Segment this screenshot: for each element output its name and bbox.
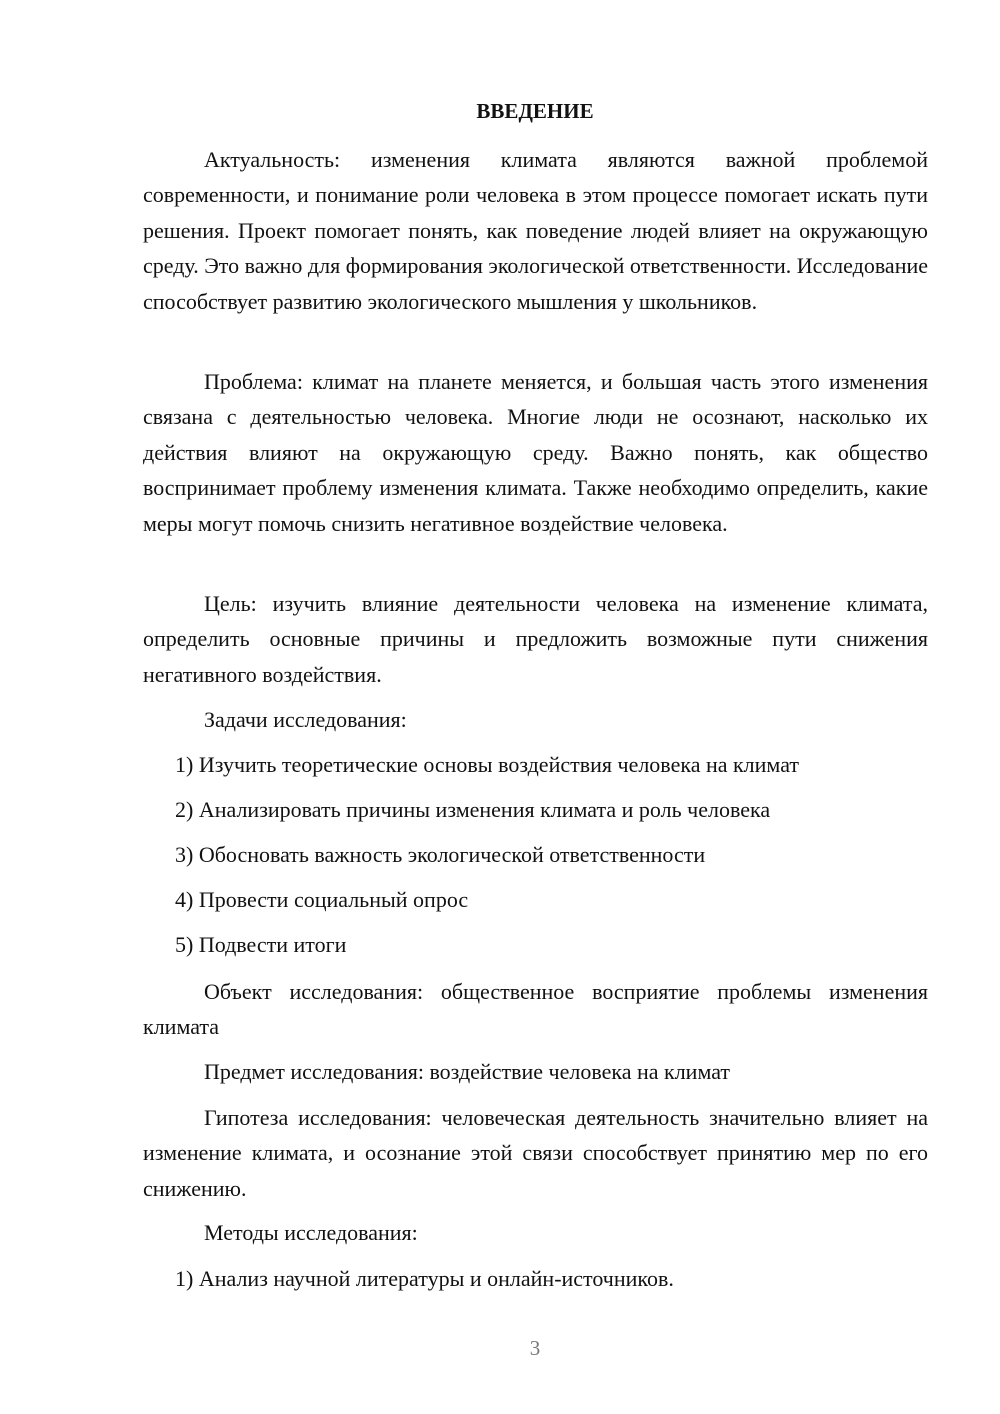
- tasks-title: Задачи исследования:: [204, 707, 407, 732]
- page-heading: ВВЕДЕНИЕ: [476, 99, 594, 123]
- task-item: 2) Анализировать причины изменения климата и роль человека: [175, 797, 771, 822]
- task-item: 1) Изучить теоретические основы воздействия человека на климат: [175, 752, 800, 777]
- task-item: 3) Обосновать важность экологической ответственности: [175, 842, 706, 867]
- methods-title: Методы исследования:: [204, 1220, 418, 1245]
- problem-paragraph: Проблема: климат на планете меняется, и большая часть этого изменения связана с деятельностью человека. Многие люди не осознают, насколько их действия влияют на окружающую среду. Важно понять, как общество воспринимает проблему изменения климата. Также необходимо определить, какие меры могут помочь снизить негативное воздействие человека.: [143, 369, 928, 536]
- goal-paragraph: Цель: изучить влияние деятельности человека на изменение климата, определить основные причины и предложить возможные пути снижения негативного воздействия.: [143, 591, 928, 687]
- relevance-paragraph: Актуальность: изменения климата являются важной проблемой современности, и понимание роли человека в этом процессе помогает искать пути решения. Проект помогает понять, как поведение людей влияет на окружающую среду. Это важно для формирования экологической ответственности. Исследование способствует развитию экологического мышления у школьников.: [143, 147, 928, 314]
- subject-paragraph: Предмет исследования: воздействие человека на климат: [204, 1059, 731, 1084]
- hypothesis-paragraph: Гипотеза исследования: человеческая деятельность значительно влияет на изменение климата, и осознание этой связи способствует принятию мер по его снижению.: [143, 1105, 928, 1201]
- page-number: 3: [529, 1336, 541, 1360]
- method-item: 1) Анализ научной литературы и онлайн-источников.: [175, 1266, 674, 1291]
- task-item: 4) Провести социальный опрос: [175, 887, 469, 912]
- object-paragraph: Объект исследования: общественное восприятие проблемы изменения климата: [143, 979, 928, 1040]
- task-item: 5) Подвести итоги: [175, 932, 347, 957]
